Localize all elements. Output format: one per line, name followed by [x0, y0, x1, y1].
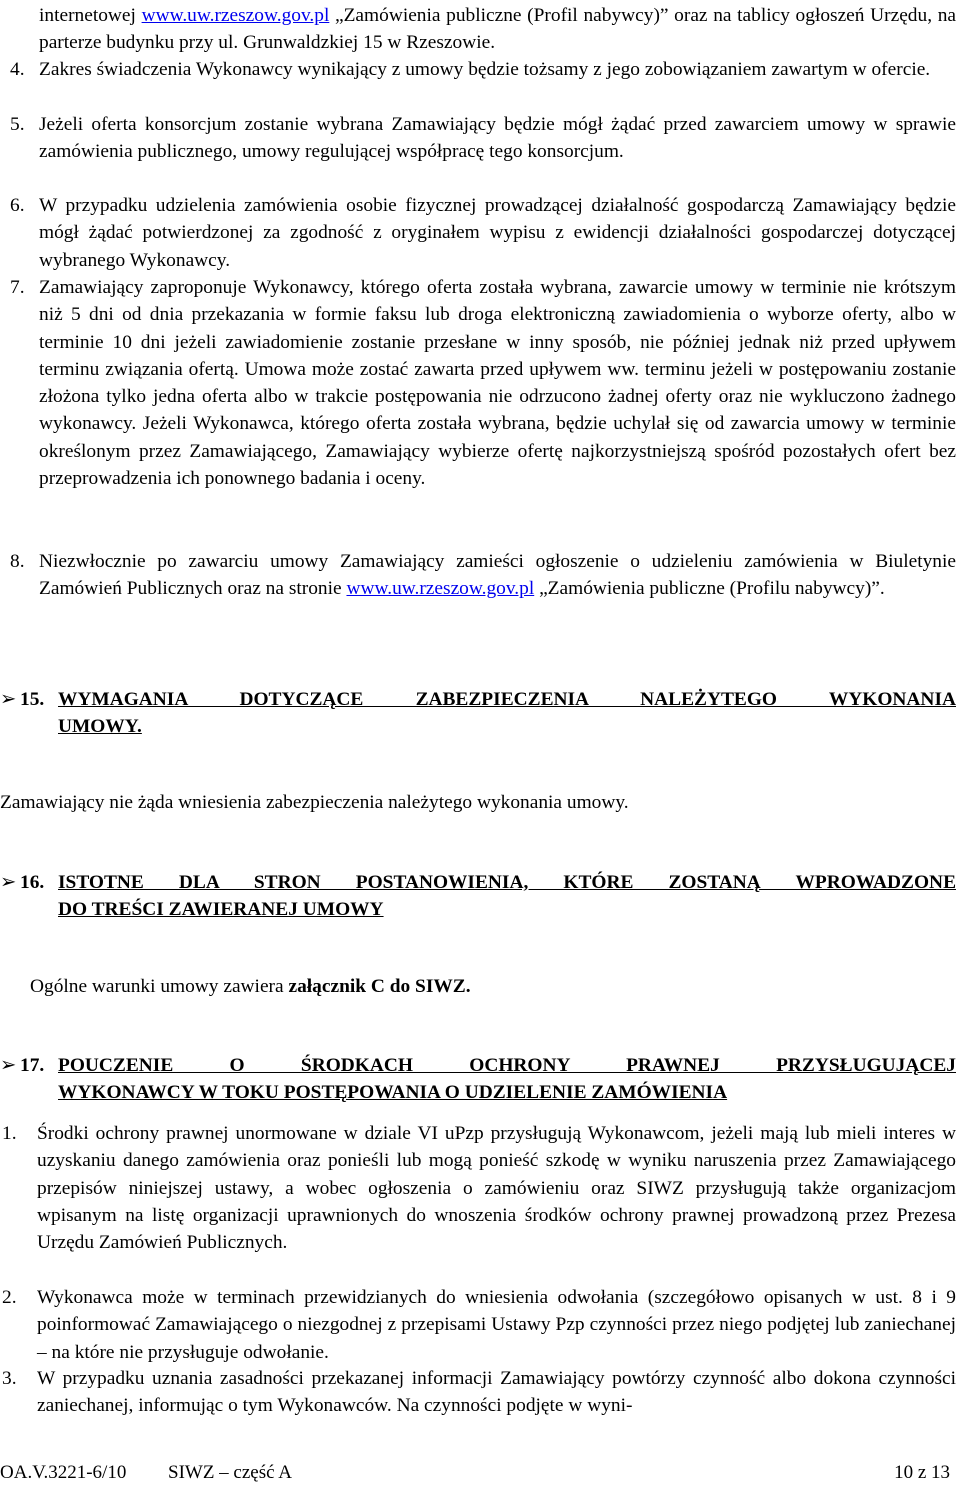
section-title-line2: DO TREŚCI ZAWIERANEJ UMOWY	[58, 899, 384, 921]
list-item-text: Jeżeli oferta konsorcjum zostanie wybrana Zamawiający będzie mógł żądać przed zawarciem umowy w sprawie zamówienia publicznego, umowy regulującej współpracę tego konsorcjum.	[39, 114, 956, 163]
list-item-7	[10, 274, 956, 492]
list-item-number: 3.	[2, 1368, 17, 1389]
cont-pre: internetowej	[39, 5, 142, 26]
list-item-number: 7.	[10, 277, 25, 298]
list-item-text: W przypadku uznania zasadności przekazanej informacji Zamawiający powtórzy czynność albo dokona czynności zaniechanej, informując o tym Wykonawców. Na czynności podjęte w wyni-	[37, 1368, 956, 1417]
arrow-bullet-icon: ➢	[0, 1055, 17, 1076]
bip-link[interactable]: www.uw.rzeszow.gov.pl	[141, 5, 330, 26]
section-heading-17	[0, 1052, 956, 1107]
footer-page-number: 10 z 13	[894, 1462, 950, 1483]
footer-reference: OA.V.3221-6/10	[0, 1462, 127, 1483]
arrow-bullet-icon: ➢	[0, 689, 17, 710]
section-16-body	[30, 973, 471, 1000]
list-item-number: 2.	[2, 1287, 17, 1308]
section-16-attachment: załącznik C do SIWZ.	[288, 976, 471, 997]
list-item-17-3	[0, 1365, 956, 1420]
section-heading-15	[0, 686, 956, 741]
section-title-line1: WYMAGANIA DOTYCZĄCE ZABEZPIECZENIA NALEŻYTEGO WYKONANIA	[58, 689, 956, 710]
section-16-body-text: Ogólne warunki umowy zawiera	[30, 976, 289, 997]
list-item-17-2	[0, 1284, 956, 1366]
list-item-text: Środki ochrony prawnej unormowane w dziale VI uPzp przysługują Wykonawcom, jeżeli mają lub mieli interes w uzyskaniu danego zamówienia oraz ponieśli lub mogą ponieść szkodę w wyniku naruszenia przez Zamawiającego przepisów niniejszej ustawy, a wobec ogłoszenia o zamówieniu oraz SIWZ przysługują także organizacjom wpisanym na listę organizacji uprawnionych do wnoszenia środków ochrony prawnej prowadzoną przez Prezesa Urzędu Zamówień Publicznych.	[37, 1123, 956, 1254]
section-number: 16.	[20, 872, 45, 893]
section-title-line1: POUCZENIE O ŚRODKACH OCHRONY PRAWNEJ PRZYSŁUGUJĄCEJ	[58, 1055, 956, 1076]
list-item-text	[39, 548, 956, 603]
list-item-5	[10, 111, 956, 166]
list-item-number: 6.	[10, 195, 25, 216]
section-number: 15.	[20, 689, 45, 710]
item-8-post: „Zamówienia publiczne (Profilu nabywcy)”.	[534, 578, 885, 600]
list-item-text: Wykonawca może w terminach przewidzianych do wniesienia odwołania (szczegółowo opisanych w ust. 8 i 9 poinformować Zamawiającego o niezgodnej z przepisami Ustawy Pzp czynności przez niego podjętej lub zaniechanej – na które nie przysługuje odwołanie.	[37, 1287, 956, 1363]
list-item-text: W przypadku udzielenia zamówienia osobie fizycznej prowadzącej działalność gospodarczą Zamawiający będzie mógł żądać potwierdzonej za zgodność z oryginałem wypisu z ewidencji działalności gospodarczej dotyczącej wybranego Wykonawcy.	[39, 195, 956, 271]
list-item-6	[10, 192, 956, 274]
section-title-line2: UMOWY.	[58, 716, 142, 738]
cont-post: „Zamówienia publiczne (Profil nabywcy)” oraz na tablicy ogłoszeń Urzędu, na parterze budynku przy ul. Grunwaldzkiej 15 w Rzeszowie.	[39, 5, 957, 54]
section-title-line2: WYKONAWCY W TOKU POSTĘPOWANIA O UDZIELENIE ZAMÓWIENIA	[58, 1082, 728, 1104]
footer-document: SIWZ – część A	[168, 1462, 292, 1483]
section-number: 17.	[20, 1055, 45, 1076]
arrow-bullet-icon: ➢	[0, 872, 17, 893]
list-item-number: 5.	[10, 114, 25, 135]
list-item-8	[10, 548, 956, 603]
list-item-number: 1.	[2, 1123, 17, 1144]
bip-link[interactable]: www.uw.rzeszow.gov.pl	[346, 578, 535, 600]
list-item-17-1	[0, 1120, 956, 1256]
item-3-continuation	[39, 2, 956, 57]
list-item-text: Zakres świadczenia Wykonawcy wynikający z umowy będzie tożsamy z jego zobowiązaniem zawartym w ofercie.	[39, 59, 931, 80]
list-item-4	[10, 56, 956, 83]
list-item-text: Zamawiający zaproponuje Wykonawcy, którego oferta została wybrana, zawarcie umowy w terminie nie krótszym niż 5 dni od dnia przekazania w formie faksu lub droga elektroniczną zawiadomienia o wyborze oferty, albo w terminie 10 dni jeżeli zawiadomienie zostanie przesłane w inny sposób, nie później jednak niż przed upływem terminu związania ofertą. Umowa może zostać zawarta przed upływem ww. terminu jeżeli w postępowaniu zostanie złożona tylko jedna oferta albo w trakcie postępowania nie odrzucono żadnej oferty oraz nie wykluczono żadnego wykonawcy. Jeżeli Wykonawca, którego oferta została wybrana, będzie uchylał się od zawarcia umowy w terminie określonym przez Zamawiającego, Zamawiający wybierze ofertę najkorzystniejszą spośród pozostałych ofert bez przeprowadzenia ich ponownego badania i oceny.	[39, 277, 956, 490]
item-8-pre: Niezwłocznie po zawarciu umowy Zamawiający zamieści ogłoszenie o udzieleniu zamówienia w Biuletynie Zamówień Publicznych oraz na stronie	[39, 551, 956, 600]
list-item-number: 8.	[10, 551, 25, 572]
list-item-number: 4.	[10, 59, 25, 80]
section-title-line1: ISTOTNE DLA STRON POSTANOWIENIA, KTÓRE ZOSTANĄ WPROWADZONE	[58, 872, 956, 893]
section-heading-16	[0, 869, 956, 924]
section-15-body: Zamawiający nie żąda wniesienia zabezpieczenia należytego wykonania umowy.	[0, 792, 629, 813]
